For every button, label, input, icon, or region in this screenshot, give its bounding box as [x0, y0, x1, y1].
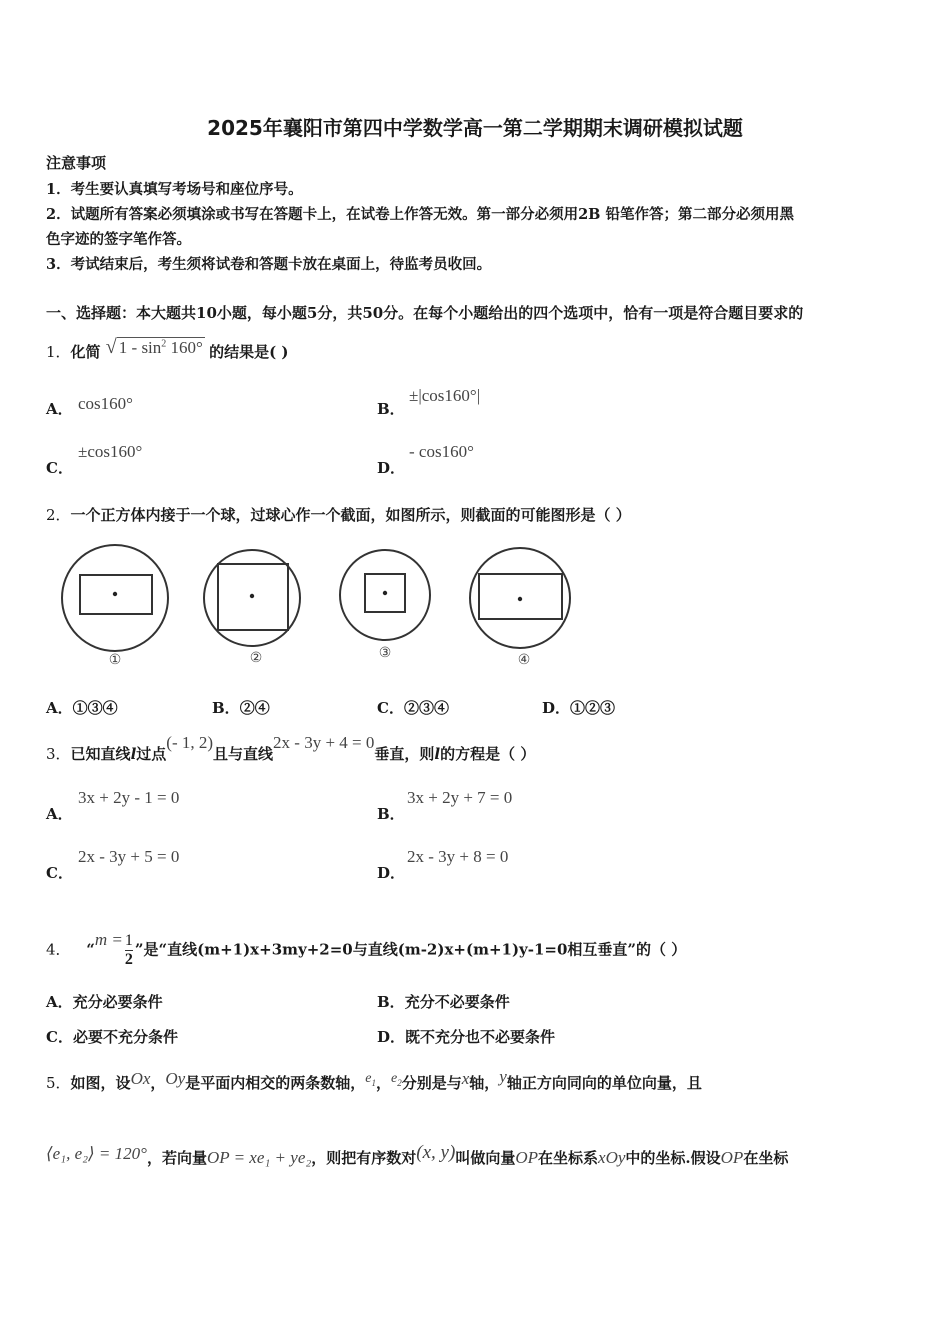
note-item-3: 3．考试结束后，考生须将试卷和答题卡放在桌面上，待监考员收回。: [46, 256, 492, 273]
q3-option-d: 2x - 3y + 8 = 0: [407, 847, 509, 866]
note-item-2: 2．试题所有答案必须填涂或书写在答题卡上，在试卷上作答无效。第一部分必须用2B 铅笔作答；第二部分必须用黑: [46, 206, 794, 223]
question-3: 3．已知直线l过点(- 1, 2)且与直线2x - 3y + 4 = 0垂直，则l的方程是（ ）: [46, 733, 536, 763]
q4-option-d: D．既不充分也不必要条件: [377, 1028, 556, 1046]
q3-number: 3．: [46, 745, 71, 763]
section-heading: 一、选择题：本大题共10小题，每小题5分，共50分。在每个小题给出的四个选项中，恰有一项是符合题目要求的: [46, 304, 804, 322]
q2-option-d: D．①②③: [542, 699, 616, 717]
q3-option-b: 3x + 2y + 7 = 0: [407, 788, 513, 807]
q3-option-c-label: C．: [46, 864, 73, 882]
q1-expression: √ $1 - \sin^2 160^\circ$: [105, 336, 203, 358]
q3-option-a: 3x + 2y - 1 = 0: [78, 788, 180, 807]
q3-point: (- 1, 2): [166, 733, 214, 752]
question-4: 4． “m = $\frac{1}{2}$ ”是“直线(m+1)x+3my+2=0与直线(m-2)x+(m+1)y-1=0相互垂直”的（ ）: [46, 929, 687, 968]
q2-option-c: C．②③④: [377, 699, 449, 717]
figure-label-3: ③: [378, 645, 392, 661]
q3-option-b-label: B．: [377, 805, 405, 823]
q3-given-line: 2x - 3y + 4 = 0: [273, 733, 375, 752]
q1-option-d-label: D．: [377, 459, 406, 477]
q5-number: 5．: [46, 1074, 71, 1092]
note-item-1: 1．考生要认真填写考场号和座位序号。: [46, 181, 303, 198]
q4-option-a: A．充分必要条件: [46, 993, 163, 1011]
q3-option-c: 2x - 3y + 5 = 0: [78, 847, 180, 866]
question-5-line-2: ⟨e₁, e₂⟩ = 120°，若向量OP = xe₁ + ye₂，则把有序数对(x, y)叫做向量OP在坐标系xOy中的坐标.假设OP在坐标: [46, 1142, 789, 1167]
q3-option-d-label: D．: [377, 864, 406, 882]
q5-vector: OP = xe₁ + ye₂: [206, 1148, 312, 1167]
figure-2: [204, 550, 300, 666]
q1-option-b-label: B．: [377, 400, 405, 418]
note-item-2-cont: 色字迹的签字笔作答。: [46, 231, 191, 248]
q3-line-l: l: [130, 745, 137, 763]
q5-angle: ⟨e₁, e₂⟩ = 120°: [46, 1144, 147, 1163]
q1-option-a-label: A．: [46, 400, 73, 418]
figure-label-1: ①: [108, 652, 122, 668]
question-1: [46, 336, 289, 363]
q4-number: 4．: [46, 940, 71, 959]
q1-post: 的结果是( ): [209, 343, 289, 361]
figure-label-2: ②: [249, 650, 263, 666]
question-2: [46, 504, 631, 525]
figure-4: [470, 548, 570, 668]
q1-option-c: ±cos160°: [78, 442, 143, 461]
figure-label-4: ④: [517, 652, 531, 668]
q4-m: m =: [94, 929, 123, 949]
q1-option-d: - cos160°: [409, 442, 474, 461]
q4-option-c: C．必要不充分条件: [46, 1028, 178, 1046]
q4-text: ”是“直线(m+1)x+3my+2=0与直线(m-2)x+(m+1)y-1=0相互垂直”的（ ）: [134, 940, 687, 959]
figure-1: [62, 545, 168, 668]
q1-number: 1．: [46, 343, 71, 361]
notes-heading: 注意事项: [46, 154, 107, 172]
q2-option-b: B．②④: [212, 699, 270, 717]
q1-option-b: ±|cos160°|: [409, 386, 481, 405]
q4-option-b: B．充分不必要条件: [377, 993, 510, 1011]
q3-option-a-label: A．: [46, 805, 73, 823]
q2-number: 2．: [46, 506, 71, 524]
q1-option-c-label: C．: [46, 459, 73, 477]
q2-option-a: A．①③④: [46, 699, 118, 717]
q1-pre: 化简: [70, 343, 101, 361]
question-5-line-1: 5．如图，设Ox，Oy是平面内相交的两条数轴，$e_1$，$e_2$分别是与x轴，y轴正方向同向的单位向量，且: [46, 1067, 702, 1092]
q2-text: 一个正方体内接于一个球，过球心作一个截面，如图所示，则截面的可能图形是（ ）: [70, 506, 631, 524]
q4-fraction: $\frac{1}{2}$: [124, 932, 133, 968]
figure-3: [340, 550, 430, 661]
q2-figure: [55, 543, 585, 673]
q1-option-a: cos160°: [78, 394, 133, 413]
page-title: 2025年襄阳市第四中学数学高一第二学期期末调研模拟试题: [207, 116, 743, 140]
